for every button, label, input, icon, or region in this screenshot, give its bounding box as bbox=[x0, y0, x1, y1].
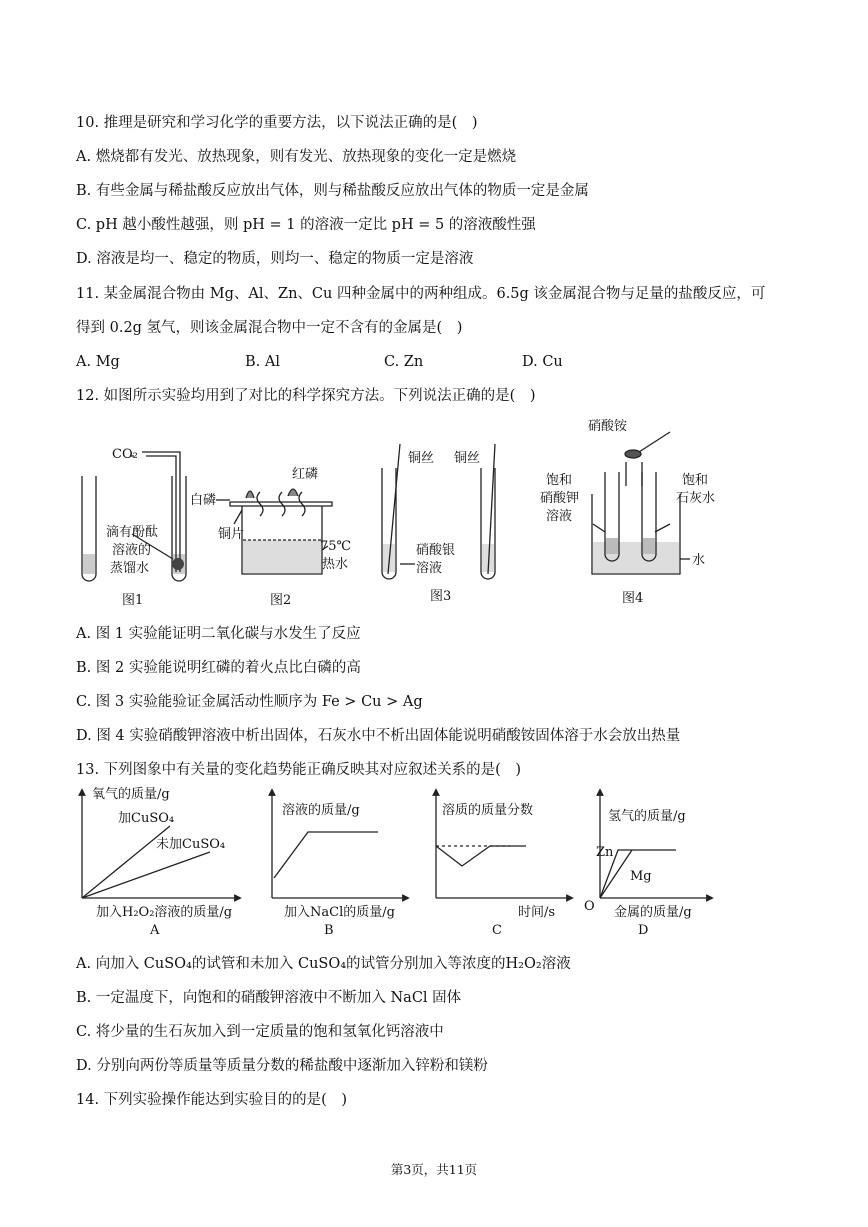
graphD-ylabel: 氢气的质量/g bbox=[608, 809, 686, 824]
graphB-ylabel: 溶液的质量/g bbox=[282, 803, 360, 818]
fig1-caption: 图1 bbox=[122, 593, 144, 608]
q13-option-b: B. 一定温度下，向饱和的硝酸钾溶液中不断加入 NaCl 固体 bbox=[76, 990, 462, 1006]
fig4-left-line3: 溶液 bbox=[546, 509, 573, 524]
fig2-temperature-label: 75℃ bbox=[320, 539, 352, 554]
fig3-solution-line1: 硝酸银 bbox=[416, 543, 456, 558]
q13-option-a: A. 向加入 CuSO₄的试管和未加入 CuSO₄的试管分别加入等浓度的H₂O₂溶液 bbox=[76, 956, 571, 972]
q10-stem: 10. 推理是研究和学习化学的重要方法，以下说法正确的是( ) bbox=[76, 115, 478, 131]
graphC-xlabel: 时间/s bbox=[518, 905, 556, 920]
fig1-label-line3: 蒸馏水 bbox=[110, 561, 150, 576]
fig4-ammonium-nitrate-label: 硝酸铵 bbox=[588, 419, 628, 434]
q11-option-c: C. Zn bbox=[384, 354, 424, 370]
q10-option-c: C. pH 越小酸性越强，则 pH = 1 的溶液一定比 pH = 5 的溶液酸性强 bbox=[76, 217, 536, 233]
graphA-line-no-cuso4 bbox=[82, 852, 210, 898]
fig3-solution-line2: 溶液 bbox=[416, 561, 443, 576]
graphA-xlabel: 加入H₂O₂溶液的质量/g bbox=[96, 905, 233, 920]
q11-option-d: D. Cu bbox=[522, 354, 563, 370]
graphB-caption: B bbox=[324, 923, 334, 938]
fig1-label-line2: 溶液的 bbox=[112, 543, 152, 558]
fig4-caption: 图4 bbox=[622, 591, 644, 606]
q11-option-b: B. Al bbox=[245, 354, 280, 370]
fig2-white-phosphorus-label: 白磷 bbox=[190, 493, 217, 508]
q12-option-a: A. 图 1 实验能证明二氧化碳与水发生了反应 bbox=[76, 626, 361, 642]
q10-option-d: D. 溶液是均一、稳定的物质，则均一、稳定的物质一定是溶液 bbox=[76, 251, 474, 267]
graphB-line bbox=[274, 832, 378, 878]
q10-option-a: A. 燃烧都有发光、放热现象，则有发光、放热现象的变化一定是燃烧 bbox=[76, 149, 517, 165]
fig4-left-line2: 硝酸钾 bbox=[540, 491, 580, 506]
q10-option-b: B. 有些金属与稀盐酸反应放出气体，则与稀盐酸反应放出气体的物质一定是金属 bbox=[76, 183, 589, 199]
q13-stem: 13. 下列图象中有关量的变化趋势能正确反映其对应叙述关系的是( ) bbox=[76, 762, 521, 778]
q13-option-c: C. 将少量的生石灰加入到一定质量的饱和氢氧化钙溶液中 bbox=[76, 1024, 444, 1040]
q13-graphs bbox=[70, 786, 750, 946]
q13-option-d: D. 分别向两份等质量等质量分数的稀盐酸中逐渐加入锌粉和镁粉 bbox=[76, 1058, 488, 1074]
q12-option-b: B. 图 2 实验能说明红磷的着火点比白磷的高 bbox=[76, 660, 361, 676]
q12-option-d: D. 图 4 实验硝酸钾溶液中析出固体，石灰水中不析出固体能说明硝酸铵固体溶于水会放出热量 bbox=[76, 728, 681, 744]
graphD-axes bbox=[600, 792, 710, 898]
fig2-copper-plate-label: 铜片 bbox=[218, 527, 245, 542]
graphD-mg-label: Mg bbox=[630, 869, 652, 884]
q11-stem-line1: 11. 某金属混合物由 Mg、Al、Zn、Cu 四种金属中的两种组成。6.5g 该金属混合物与足量的盐酸反应，可 bbox=[76, 286, 766, 302]
page-footer: 第3页，共11页 bbox=[390, 1162, 478, 1177]
fig3-wire2-label: 铜丝 bbox=[454, 451, 481, 466]
fig3-wire1-label: 铜丝 bbox=[408, 451, 435, 466]
fig2-red-phosphorus-label: 红磷 bbox=[292, 467, 319, 482]
graphC-ylabel: 溶质的质量分数 bbox=[442, 803, 534, 818]
graphA-caption: A bbox=[150, 923, 160, 938]
fig4-right-line2: 石灰水 bbox=[676, 491, 716, 506]
fig1-label-line1: 滴有酚酞 bbox=[106, 525, 159, 540]
graphA-line1-label: 加CuSO₄ bbox=[118, 811, 175, 826]
fig2-caption: 图2 bbox=[270, 593, 292, 608]
fig4-left-line1: 饱和 bbox=[546, 473, 573, 488]
graphD-origin-label: O bbox=[584, 899, 595, 914]
q12-figures bbox=[70, 414, 750, 614]
q12-option-c: C. 图 3 实验能验证金属活动性顺序为 Fe > Cu > Ag bbox=[76, 694, 423, 710]
graphC-line bbox=[436, 846, 526, 866]
q11-option-a: A. Mg bbox=[76, 354, 120, 370]
fig2-hot-water-label: 热水 bbox=[322, 557, 349, 572]
graphA-line2-label: 未加CuSO₄ bbox=[156, 837, 226, 852]
graphB-xlabel: 加入NaCl的质量/g bbox=[284, 905, 395, 920]
graphC-caption: C bbox=[492, 923, 502, 938]
q12-stem: 12. 如图所示实验均用到了对比的科学探究方法。下列说法正确的是( ) bbox=[76, 388, 536, 404]
fig4-water-label: 水 bbox=[692, 553, 706, 568]
fig3-caption: 图3 bbox=[430, 589, 452, 604]
fig4-right-line1: 饱和 bbox=[682, 473, 709, 488]
fig1-co2-label: CO₂ bbox=[112, 447, 138, 462]
q11-stem-line2: 得到 0.2g 氢气，则该金属混合物中一定不含有的金属是( ) bbox=[76, 320, 463, 336]
q14-stem: 14. 下列实验操作能达到实验目的的是( ) bbox=[76, 1092, 347, 1108]
graphD-xlabel: 金属的质量/g bbox=[614, 905, 692, 920]
graphA-ylabel: 氧气的质量/g bbox=[92, 787, 170, 802]
graphD-zn-label: Zn bbox=[596, 845, 614, 860]
graphD-caption: D bbox=[638, 923, 649, 938]
